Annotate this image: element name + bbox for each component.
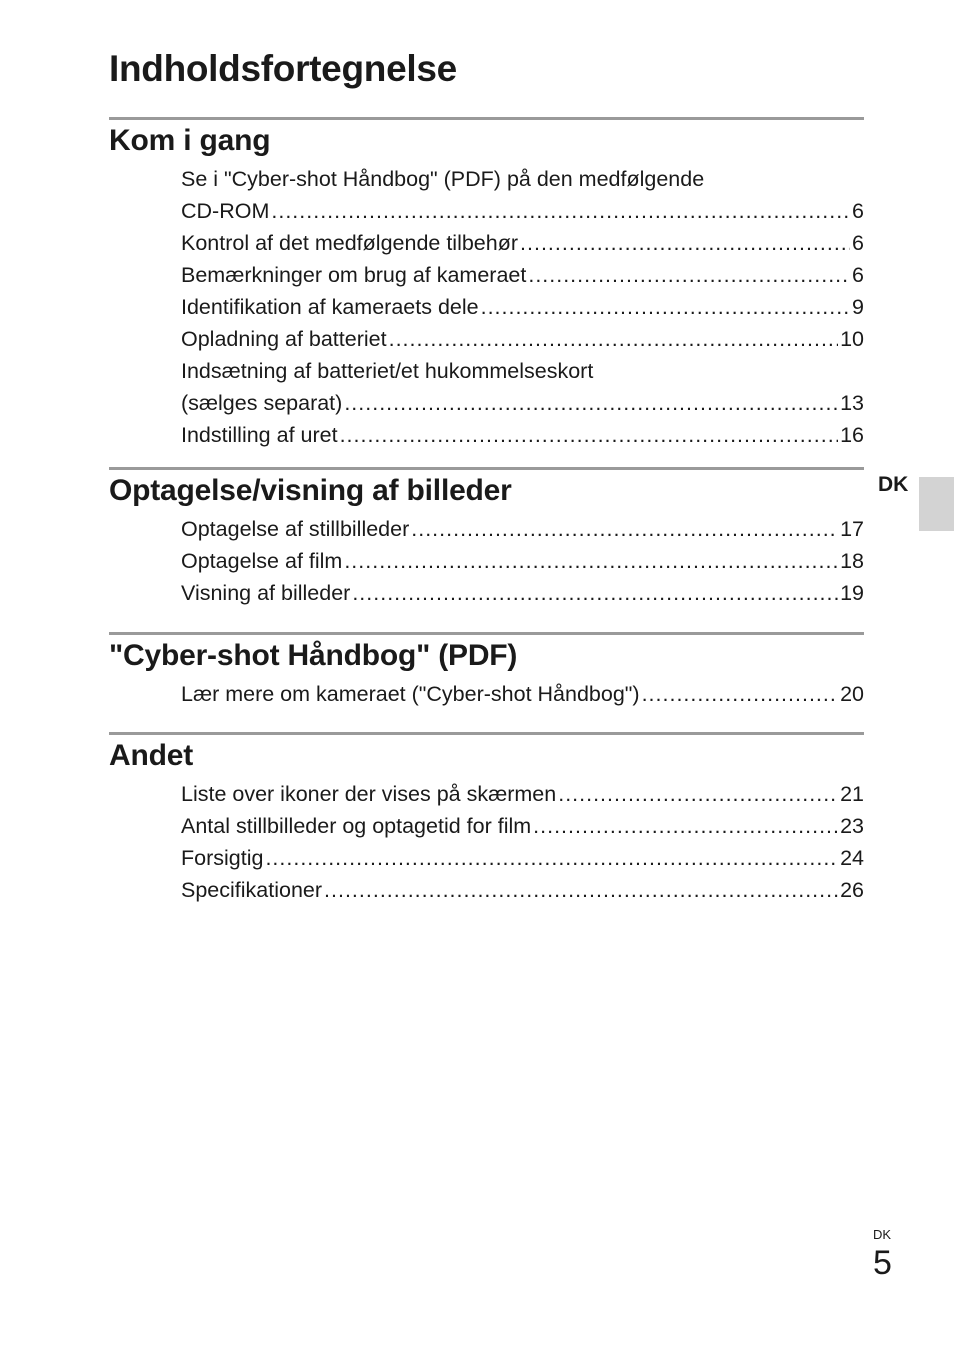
section-heading: "Cyber-shot Håndbog" (PDF) bbox=[109, 639, 518, 672]
toc-page-number: 6 bbox=[852, 199, 864, 223]
toc-entry[interactable] bbox=[181, 810, 864, 842]
toc-entry[interactable] bbox=[181, 291, 864, 323]
toc-entry[interactable] bbox=[181, 227, 864, 259]
language-tab-marker bbox=[919, 477, 954, 531]
toc-page-number: 16 bbox=[840, 423, 864, 447]
toc-page-number: 20 bbox=[840, 682, 864, 706]
dot-leader bbox=[558, 778, 838, 810]
toc-entry[interactable] bbox=[181, 874, 864, 906]
toc-entry[interactable] bbox=[181, 545, 864, 577]
toc-page-number: 9 bbox=[852, 295, 864, 319]
toc-entry-text: Optagelse af stillbilleder bbox=[181, 517, 410, 541]
toc-entry[interactable] bbox=[181, 419, 864, 451]
section-optagelse bbox=[109, 467, 864, 609]
toc-page-number: 19 bbox=[840, 581, 864, 605]
toc-entry[interactable] bbox=[181, 163, 864, 227]
section-divider bbox=[109, 632, 864, 635]
dot-leader bbox=[344, 387, 838, 419]
toc-entry-text: Lær mere om kameraet ("Cyber-shot Håndbog") bbox=[181, 682, 640, 706]
section-kom-i-gang bbox=[109, 117, 864, 451]
section-divider bbox=[109, 117, 864, 120]
dot-leader bbox=[271, 195, 850, 227]
toc-page-number: 6 bbox=[852, 231, 864, 255]
toc-entry-text: Kontrol af det medfølgende tilbehør bbox=[181, 231, 519, 255]
toc-page-number: 26 bbox=[840, 878, 864, 902]
toc-entry-text: Indstilling af uret bbox=[181, 423, 338, 447]
dot-leader bbox=[533, 810, 838, 842]
page-title: Indholdsfortegnelse bbox=[109, 48, 457, 89]
toc-entry-text: Identifikation af kameraets dele bbox=[181, 295, 479, 319]
toc-entry-text: Liste over ikoner der vises på skærmen bbox=[181, 782, 557, 806]
toc-page-number: 21 bbox=[840, 782, 864, 806]
section-heading: Optagelse/visning af billeder bbox=[109, 474, 512, 507]
dot-leader bbox=[411, 513, 838, 545]
toc-entry[interactable] bbox=[181, 778, 864, 810]
section-heading: Andet bbox=[109, 739, 193, 772]
section-divider bbox=[109, 732, 864, 735]
dot-leader bbox=[389, 323, 838, 355]
toc-entry-text-line1: Indsætning af batteriet/et hukommelseskort bbox=[181, 359, 594, 383]
toc-page-number: 13 bbox=[840, 391, 864, 415]
toc-entry[interactable] bbox=[181, 678, 864, 710]
footer-language: DK bbox=[873, 1227, 892, 1242]
language-tab-label: DK bbox=[878, 473, 909, 496]
toc-entry-text: Specifikationer bbox=[181, 878, 323, 902]
toc-page-number: 24 bbox=[840, 846, 864, 870]
toc-page-number: 6 bbox=[852, 263, 864, 287]
toc-page-number: 18 bbox=[840, 549, 864, 573]
toc-entry[interactable] bbox=[181, 355, 864, 419]
toc-entry-text: Forsigtig bbox=[181, 846, 264, 870]
dot-leader bbox=[520, 227, 850, 259]
dot-leader bbox=[481, 291, 850, 323]
toc-page-number: 23 bbox=[840, 814, 864, 838]
toc-entry-text: Visning af billeder bbox=[181, 581, 351, 605]
dot-leader bbox=[528, 259, 850, 291]
toc-entry[interactable] bbox=[181, 842, 864, 874]
dot-leader bbox=[324, 874, 838, 906]
dot-leader bbox=[642, 678, 839, 710]
toc-entry-text: (sælges separat) bbox=[181, 391, 343, 415]
toc-entry[interactable] bbox=[181, 577, 864, 609]
toc-entry-text: Opladning af batteriet bbox=[181, 327, 387, 351]
toc-entry[interactable] bbox=[181, 513, 864, 545]
toc-page-number: 17 bbox=[840, 517, 864, 541]
dot-leader bbox=[340, 419, 839, 451]
section-andet bbox=[109, 732, 864, 906]
toc-entry-text: CD-ROM bbox=[181, 199, 270, 223]
toc-entry-text-line1: Se i "Cyber-shot Håndbog" (PDF) på den medfølgende bbox=[181, 167, 705, 191]
toc-entry-text: Antal stillbilleder og optagetid for film bbox=[181, 814, 532, 838]
toc-entry-text: Optagelse af film bbox=[181, 549, 343, 573]
footer-page-number: 5 bbox=[873, 1244, 892, 1282]
toc-entry-text: Bemærkninger om brug af kameraet bbox=[181, 263, 527, 287]
section-cyber-shot-handbog bbox=[109, 632, 864, 710]
dot-leader bbox=[352, 577, 838, 609]
toc-page-number: 10 bbox=[840, 327, 864, 351]
toc-entry[interactable] bbox=[181, 259, 864, 291]
section-divider bbox=[109, 467, 864, 470]
section-heading: Kom i gang bbox=[109, 124, 271, 157]
toc-entry[interactable] bbox=[181, 323, 864, 355]
dot-leader bbox=[265, 842, 838, 874]
dot-leader bbox=[344, 545, 838, 577]
